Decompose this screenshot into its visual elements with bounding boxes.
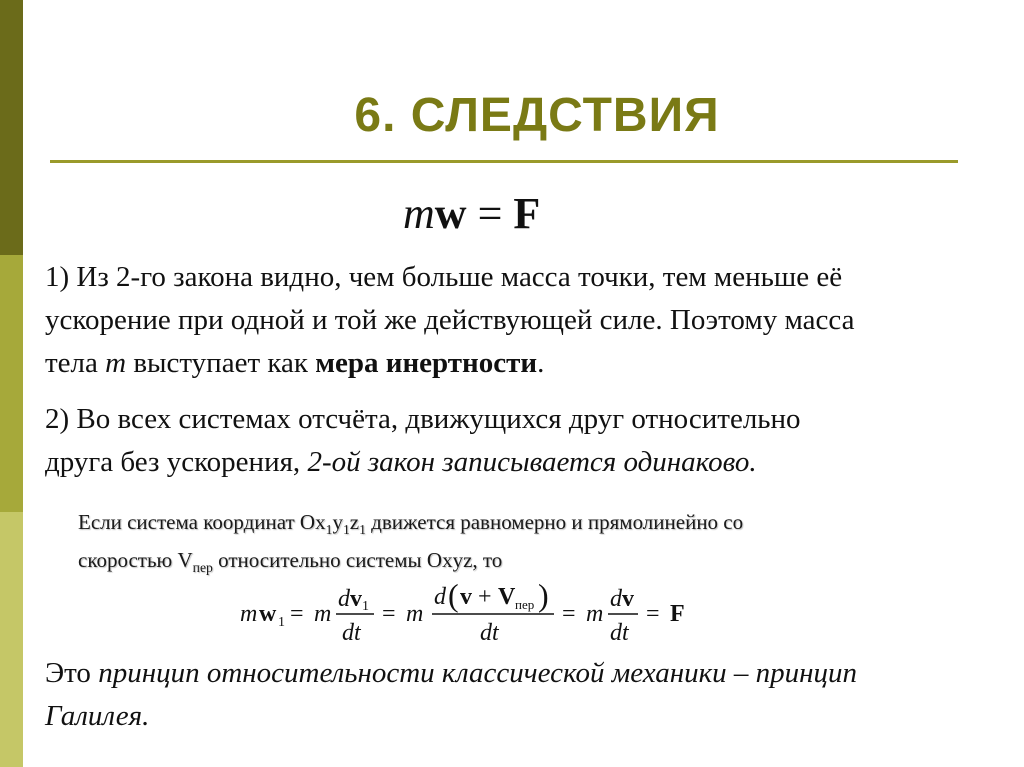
main-formula: mw = F: [403, 189, 541, 238]
svg-text:d: d: [610, 586, 622, 612]
svg-text:w: w: [259, 601, 277, 627]
side-bar-light: [0, 512, 23, 767]
svg-text:v: v: [460, 584, 472, 610]
svg-text:dt: dt: [610, 620, 629, 646]
svg-text:dt: dt: [342, 620, 361, 646]
slide-title: 6. СЛЕДСТВИЯ: [354, 89, 720, 142]
relativity-equation: [238, 576, 718, 646]
svg-text:v: v: [622, 586, 634, 612]
svg-text:v: v: [350, 586, 362, 612]
svg-text:d: d: [434, 584, 446, 610]
svg-text:m: m: [586, 601, 604, 627]
svg-text:=: =: [646, 601, 660, 627]
svg-text:m: m: [314, 601, 332, 627]
svg-text:F: F: [670, 601, 685, 627]
svg-text:=: =: [562, 601, 576, 627]
svg-text:m: m: [240, 601, 258, 627]
svg-text:V: V: [498, 584, 516, 610]
svg-text:1: 1: [362, 599, 369, 614]
consequence-2: 2) Во всех системах отсчёта, движущихся друг относительно друга без ускорения, 2-ой закон записывается одинаково.: [45, 403, 801, 478]
svg-text:пер: пер: [515, 597, 535, 612]
svg-text:d: d: [338, 586, 350, 612]
svg-text:): ): [538, 577, 549, 613]
svg-text:dt: dt: [480, 620, 499, 646]
svg-text:(: (: [448, 577, 459, 613]
svg-text:=: =: [290, 601, 304, 627]
svg-text:m: m: [406, 601, 424, 627]
consequence-1: 1) Из 2-го закона видно, чем больше масса точки, тем меньше её ускорение при одной и той же действующей силе. Поэтому масса тела m выступает как мера инертности.: [45, 261, 855, 379]
svg-text:=: =: [382, 601, 396, 627]
galileo-principle: Это принцип относительности классической механики – принцип Галилея.: [45, 657, 858, 732]
coordinate-note: Если система координат $Ox_1y_1z_1$ движется равномерно и прямолинейно со скоростью $V_{пер}$ относительно системы Oxyz, то: [78, 510, 744, 576]
title-underline: [50, 160, 958, 163]
svg-text:1: 1: [278, 615, 285, 630]
svg-text:+: +: [478, 584, 492, 610]
side-bar-mid: [0, 255, 23, 512]
